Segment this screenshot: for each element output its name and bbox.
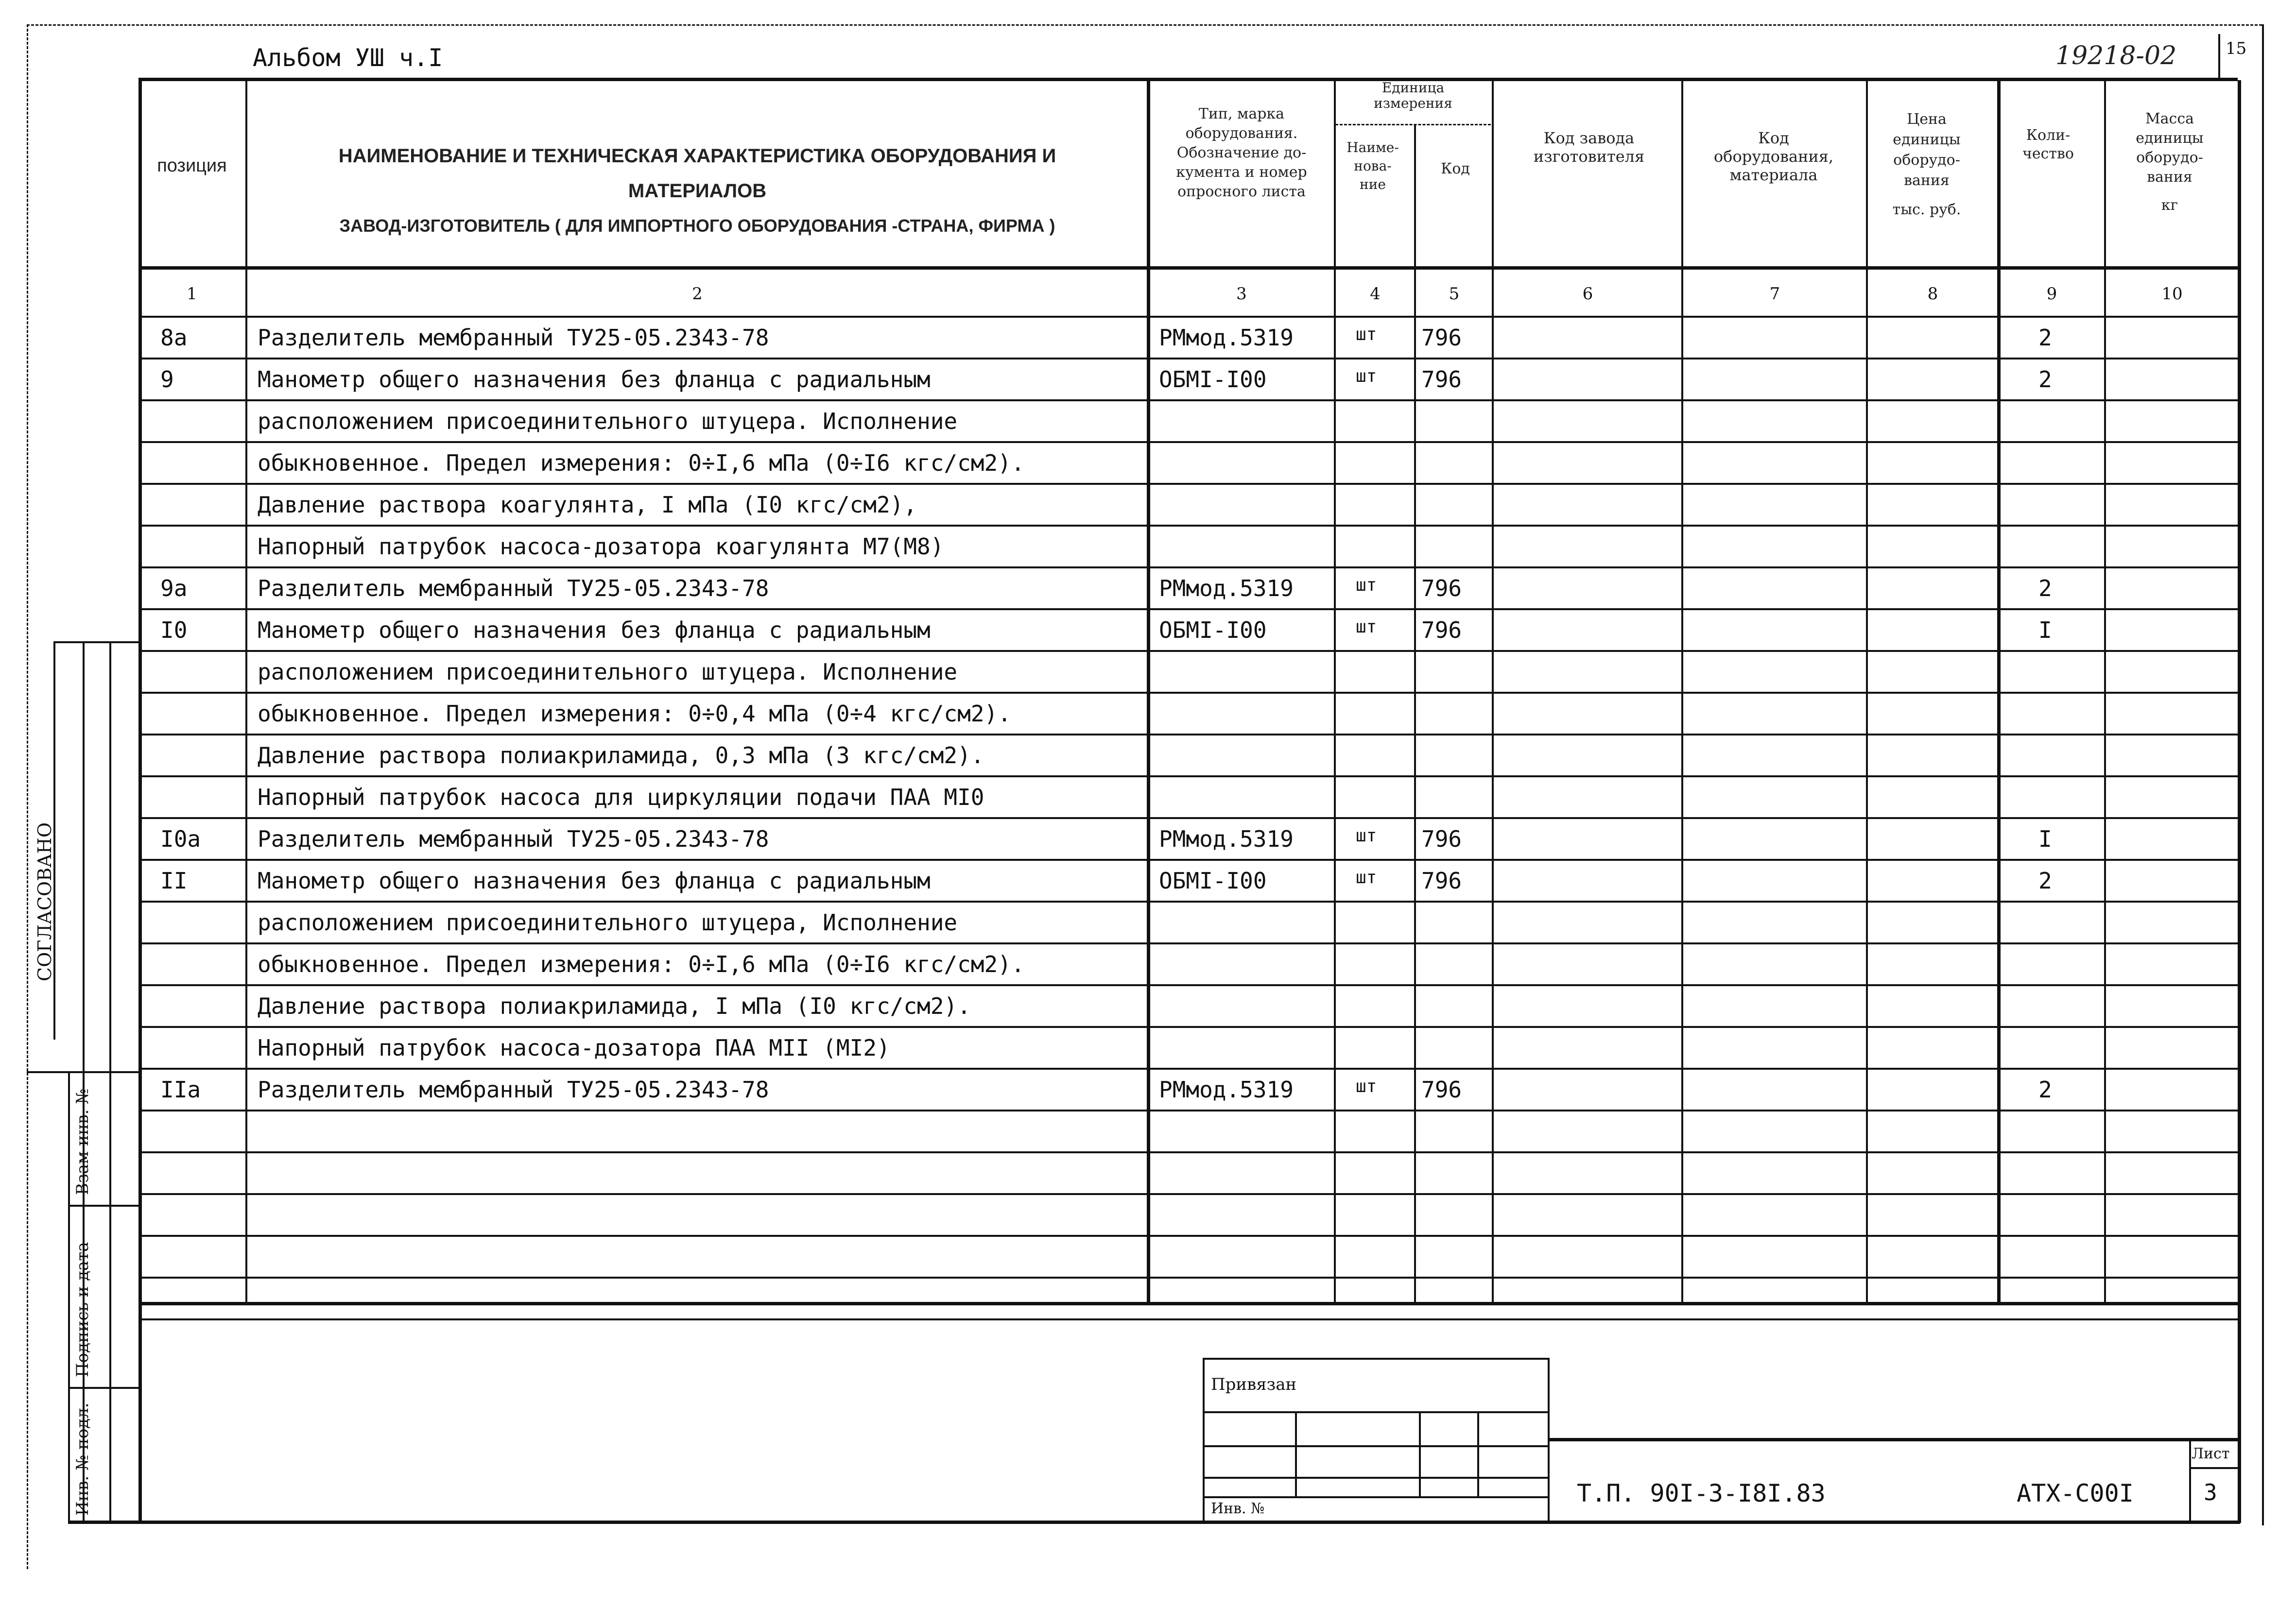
row-position: 9 bbox=[160, 366, 174, 393]
row-name: расположением присоединительного штуцера, Исполнение bbox=[258, 909, 958, 936]
sheet-number: 3 bbox=[2204, 1479, 2217, 1505]
row-unit: шт bbox=[1356, 366, 1377, 386]
row-divider bbox=[138, 525, 2238, 527]
header-unit-code: Код bbox=[1441, 160, 1470, 177]
colnum: 4 bbox=[1370, 284, 1381, 304]
row-divider bbox=[138, 1110, 2238, 1111]
sheet-label: Лист bbox=[2192, 1445, 2230, 1462]
colnum: 6 bbox=[1582, 284, 1593, 304]
table-top bbox=[138, 78, 2238, 81]
row-quantity: 2 bbox=[2038, 1077, 2052, 1103]
row-name: обыкновенное. Предел измерения: 0÷0,4 мПа (0÷4 кгс/см2). bbox=[258, 701, 1011, 727]
row-name: Напорный патрубок насоса-дозатора коагулянта М7(М8) bbox=[258, 533, 944, 560]
row-divider bbox=[138, 734, 2238, 735]
row-quantity: I bbox=[2038, 617, 2052, 643]
row-code: 796 bbox=[1421, 575, 1462, 601]
bound-label: Привязан bbox=[1211, 1375, 1297, 1394]
row-type: РМмод.5319 bbox=[1159, 325, 1294, 351]
row-unit: шт bbox=[1356, 1077, 1377, 1096]
header-price: Цена единицы оборудо- вания тыс. руб. bbox=[1892, 111, 1961, 218]
header-quantity: Коли- чество bbox=[2022, 127, 2074, 162]
row-divider bbox=[138, 859, 2238, 861]
row-divider bbox=[138, 608, 2238, 610]
row-type: РМмод.5319 bbox=[1159, 1077, 1294, 1103]
row-quantity: I bbox=[2038, 826, 2052, 852]
row-name: обыкновенное. Предел измерения: 0÷I,6 мПа (0÷I6 кгс/см2). bbox=[258, 951, 1025, 977]
header-equipment-code: Код оборудования, материала bbox=[1713, 129, 1834, 184]
side-inv-original: Инв. № подл. bbox=[73, 1402, 92, 1516]
row-divider bbox=[138, 358, 2238, 359]
row-code: 796 bbox=[1421, 617, 1462, 643]
header-unit-name: Наиме- нова- ние bbox=[1347, 139, 1399, 192]
row-unit: шт bbox=[1356, 575, 1377, 595]
colnum: 3 bbox=[1236, 284, 1247, 304]
row-type: РМмод.5319 bbox=[1159, 826, 1294, 852]
album-label: Альбом УШ ч.I bbox=[253, 44, 443, 72]
header-factory-code: Код завода изготовителя bbox=[1533, 129, 1645, 166]
row-position: II bbox=[160, 868, 188, 894]
row-type: ОБМI-I00 bbox=[1159, 617, 1267, 643]
header-position: позиция bbox=[157, 155, 227, 176]
header-name: НАИМЕНОВАНИЕ И ТЕХНИЧЕСКАЯ ХАРАКТЕРИСТИКА ОБОРУДОВАНИЯ И МАТЕРИАЛОВ ЗАВОД-ИЗГОТОВИТЕЛЬ ( ДЛЯ ИМПОРТНОГО ОБОРУДОВАНИЯ -СТРАНА, ФИРМА ) bbox=[338, 145, 1056, 236]
row-name: обыкновенное. Предел измерения: 0÷I,6 мПа (0÷I6 кгс/см2). bbox=[258, 450, 1025, 476]
colnum: 8 bbox=[1927, 284, 1938, 304]
row-name: Напорный патрубок насоса-дозатора ПАА МII (МI2) bbox=[258, 1035, 890, 1061]
row-divider bbox=[138, 942, 2238, 944]
row-quantity: 2 bbox=[2038, 366, 2052, 393]
row-quantity: 2 bbox=[2038, 575, 2052, 601]
table-bottom bbox=[138, 1302, 2238, 1305]
row-code: 796 bbox=[1421, 1077, 1462, 1103]
row-name: Давление раствора полиакриламида, 0,3 мПа (3 кгс/см2). bbox=[258, 742, 984, 769]
row-position: 8а bbox=[160, 325, 188, 351]
row-code: 796 bbox=[1421, 366, 1462, 393]
row-type: РМмод.5319 bbox=[1159, 575, 1294, 601]
colnum: 2 bbox=[692, 284, 703, 304]
row-unit: шт bbox=[1356, 325, 1377, 344]
row-divider bbox=[138, 483, 2238, 485]
row-divider bbox=[138, 399, 2238, 401]
row-type: ОБМI-I00 bbox=[1159, 868, 1267, 894]
row-unit: шт bbox=[1356, 826, 1377, 846]
row-name: Разделитель мембранный ТУ25-05.2343-78 bbox=[258, 575, 769, 601]
row-divider bbox=[138, 1318, 2238, 1320]
row-name: Манометр общего назначения без фланца с радиальным bbox=[258, 617, 931, 643]
frame-bottom bbox=[68, 1521, 2240, 1524]
project-number: Т.П. 90I-3-I8I.83 bbox=[1577, 1479, 1826, 1507]
row-position: 9а bbox=[160, 575, 188, 601]
colnum: 9 bbox=[2046, 284, 2057, 304]
row-divider bbox=[138, 1193, 2238, 1195]
row-name: Манометр общего назначения без фланца с радиальным bbox=[258, 366, 931, 393]
row-divider bbox=[138, 817, 2238, 819]
row-divider bbox=[138, 650, 2238, 652]
row-quantity: 2 bbox=[2038, 868, 2052, 894]
colnum: 10 bbox=[2161, 284, 2183, 304]
document-code: АТХ-С00I bbox=[2017, 1479, 2134, 1507]
side-agreed: СОГЛАСОВАНО bbox=[34, 822, 55, 981]
row-divider bbox=[138, 1277, 2238, 1279]
archive-stamp: 19218-02 bbox=[2055, 41, 2177, 70]
row-divider bbox=[138, 1151, 2238, 1153]
side-sign-date: Подпись и дата bbox=[73, 1242, 92, 1377]
row-divider bbox=[138, 1026, 2238, 1028]
colnum-bottom bbox=[138, 316, 2238, 318]
row-unit: шт bbox=[1356, 868, 1377, 888]
row-position: I0 bbox=[160, 617, 188, 643]
row-name: Разделитель мембранный ТУ25-05.2343-78 bbox=[258, 826, 769, 852]
frame-left bbox=[27, 24, 28, 1569]
header-unit: Единица измерения bbox=[1374, 80, 1452, 111]
corner-number: 15 bbox=[2226, 39, 2247, 58]
header-type: Тип, марка оборудования. Обозначение до- кумента и номер опросного листа bbox=[1176, 105, 1307, 200]
row-type: ОБМI-I00 bbox=[1159, 366, 1267, 393]
row-code: 796 bbox=[1421, 868, 1462, 894]
row-name: Разделитель мембранный ТУ25-05.2343-78 bbox=[258, 325, 769, 351]
header-bottom bbox=[138, 266, 2238, 270]
frame-top bbox=[27, 24, 2262, 26]
row-quantity: 2 bbox=[2038, 325, 2052, 351]
row-name: Напорный патрубок насоса для циркуляции подачи ПАА МI0 bbox=[258, 784, 984, 810]
row-position: IIа bbox=[160, 1077, 201, 1103]
row-name: Давление раствора полиакриламида, I мПа (I0 кгс/см2). bbox=[258, 993, 971, 1019]
inv-label: Инв. № bbox=[1211, 1500, 1265, 1517]
row-name: Разделитель мембранный ТУ25-05.2343-78 bbox=[258, 1077, 769, 1103]
frame-right bbox=[2262, 24, 2264, 1525]
colnum: 1 bbox=[187, 284, 197, 304]
row-divider bbox=[138, 1235, 2238, 1237]
row-divider bbox=[138, 984, 2238, 986]
row-name: расположением присоединительного штуцера. Исполнение bbox=[258, 659, 958, 685]
row-divider bbox=[138, 901, 2238, 903]
header-mass: Масса единицы оборудо- вания кг bbox=[2136, 110, 2204, 214]
row-divider bbox=[138, 566, 2238, 568]
row-name: расположением присоединительного штуцера. Исполнение bbox=[258, 408, 958, 434]
row-code: 796 bbox=[1421, 826, 1462, 852]
side-inv-replace: Взам инв. № bbox=[73, 1088, 92, 1195]
frame-inner-right bbox=[2238, 80, 2241, 1523]
row-position: I0а bbox=[160, 826, 201, 852]
row-divider bbox=[138, 1068, 2238, 1070]
row-code: 796 bbox=[1421, 325, 1462, 351]
row-unit: шт bbox=[1356, 617, 1377, 637]
row-divider bbox=[138, 692, 2238, 694]
row-divider bbox=[138, 441, 2238, 443]
row-divider bbox=[138, 775, 2238, 777]
colnum: 7 bbox=[1769, 284, 1780, 304]
row-name: Давление раствора коагулянта, I мПа (I0 кгс/см2), bbox=[258, 492, 917, 518]
colnum: 5 bbox=[1449, 284, 1460, 304]
row-name: Манометр общего назначения без фланца с радиальным bbox=[258, 868, 931, 894]
